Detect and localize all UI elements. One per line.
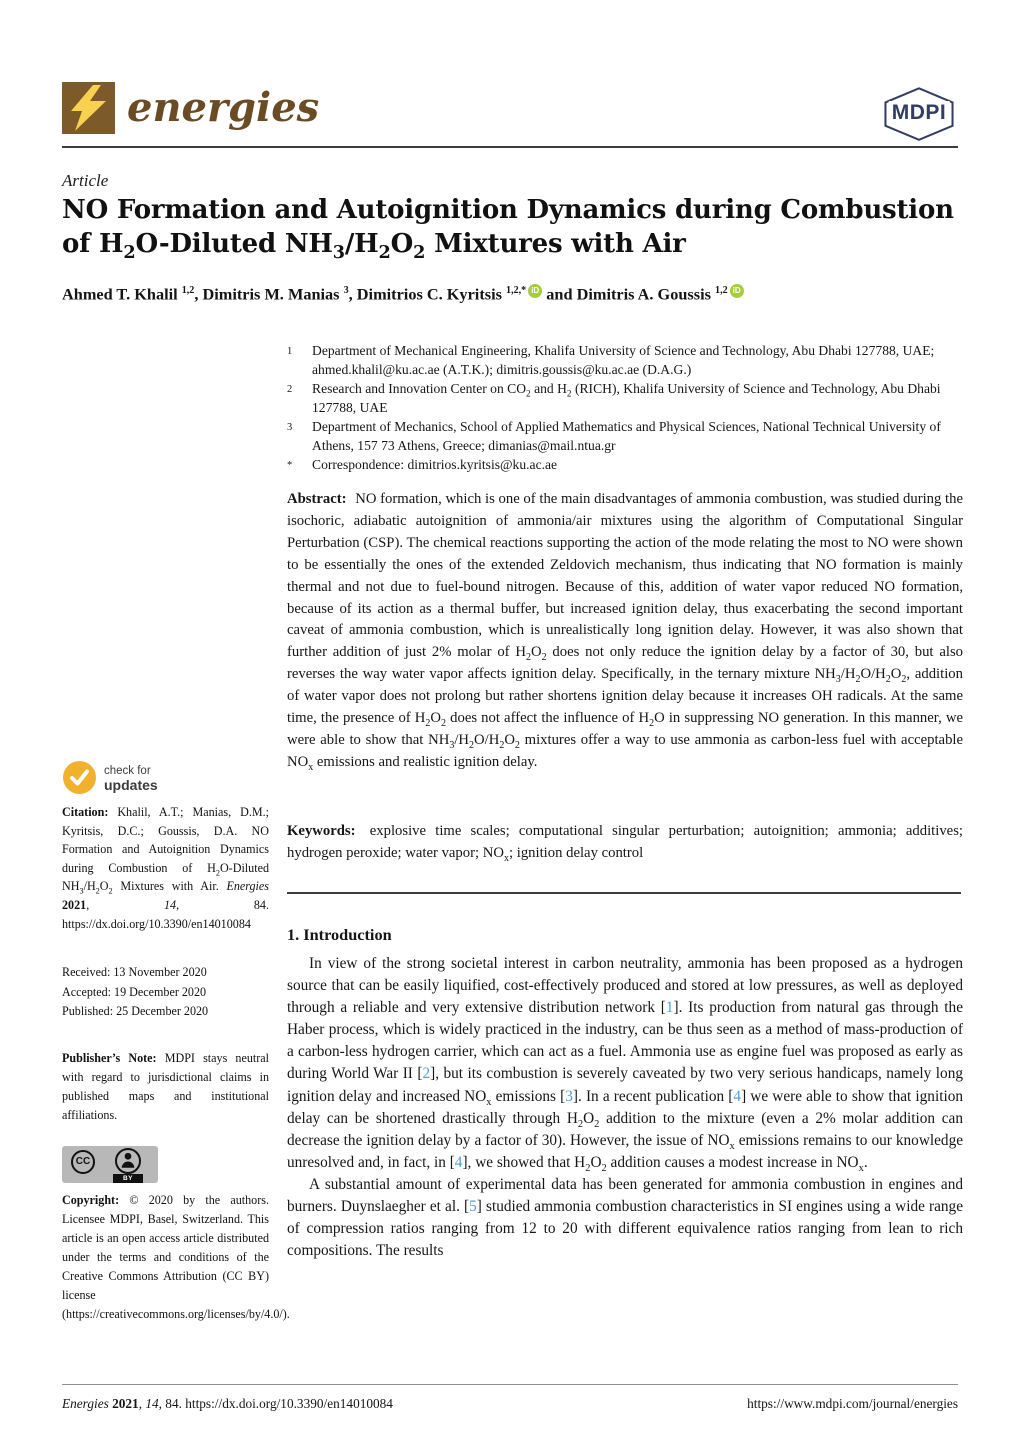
journal-name: energies bbox=[127, 84, 320, 131]
check-icon bbox=[63, 761, 96, 794]
intro-paragraph-2: A substantial amount of experimental data has been generated for ammonia combustion in engines and burners. Duynslaegher et al. [5] studied ammonia combustion characteristics in SI engines using a wide range of compression ratios ranging from 12 to 20 with different equivalence ratios ranging from lean to rich compositions. The results bbox=[287, 1175, 963, 1260]
check-for-updates-badge[interactable] bbox=[63, 761, 158, 794]
reference-link[interactable]: 3 bbox=[565, 1087, 573, 1105]
affiliation-text: Research and Innovation Center on $CO_2$ and $H_2$ (RICH), Khalifa University of Science and Technology, Abu Dhabi 127788, UAE bbox=[312, 381, 941, 415]
footer-citation: Energies 2021, 14, 84. https://dx.doi.org/10.3390/en14010084 bbox=[62, 1396, 393, 1411]
intro-paragraph-1: In view of the strong societal interest in carbon neutrality, ammonia has been proposed as a hydrogen source that can be easily liquified, cost-effectively produced and stored at low pressures, as well as deployed through a reliable and very extensive distribution network [1]. Its production from natural gas through the Haber process, which is widely practiced in the industry, can be thus seen as a method of mass-production of a carbon-less hydrogen carrier, which can act as a fuel. Ammonia use as engine fuel was proposed as early as during World War II [2], but its combustion is severely caveated by two very serious handicaps, namely long ignition delay and increased $NO_x$ emissions [3]. In a recent publication [4] we were able to show that ignition delay can be shortened drastically through $H_2O_2$ addition to the mixture (even a 2% molar addition can decrease the ignition delay by a factor of 30). However, the issue of $NO_x$ emissions remains to our knowledge unresolved and, in fact, in [4], we showed that $H_2O_2$ addition causes a modest increase in $NO_x$. bbox=[287, 955, 964, 1174]
accepted-date: Accepted: 19 December 2020 bbox=[62, 984, 207, 999]
affiliation-text: Department of Mechanical Engineering, Khalifa University of Science and Technology, Abu Dhabi 127788, UAE; ahmed.khalil@ku.ac.ae (A.T.K.); dimitris.goussis@ku.ac.ae (D.A.G.) bbox=[312, 343, 935, 377]
affiliation-marker: 1 bbox=[287, 346, 293, 357]
footer-journal-url: https://www.mdpi.com/journal/energies bbox=[747, 1396, 958, 1411]
article-type-label: Article bbox=[62, 171, 109, 190]
by-label: BY bbox=[113, 1174, 143, 1183]
orcid-icon[interactable]: iD bbox=[528, 284, 542, 298]
energies-logo bbox=[62, 82, 319, 134]
reference-link[interactable]: 4 bbox=[454, 1153, 463, 1171]
abstract: Abstract: NO formation, which is one of the main disadvantages of ammonia combustion, was studied during the isochoric, adiabatic autoignition of ammonia/air mixtures using the algorithm of Computational Singular Perturbation (CSP). The chemical reactions supporting the action of the mode relating the most to NO were shown to be essentially the ones of the extended Zeldovich mechanism, thus indicating that NO formation is mainly thermal and not due to fuel-bound nitrogen. Because of this, addition of water vapor reduced NO formation, because of its action as a thermal buffer, but increased ignition delay, thus exacerbating the second important caveat of ammonia combustion, which is unrealistically long ignition delay. However, it was also shown that further addition of just 2% molar of $H_2O_2$ does not only reduce the ignition delay by a factor of 30, but also reverses the way water vapor affects ignition delay. Specifically, in the ternary mixture $NH_3/H_2O/H_2O_2$, addition of water vapor does not prolong but rather shortens ignition delay because it increases OH radicals. At the same time, the presence of $H_2O_2$ does not affect the influence of $H_2O$ in suppressing NO generation. In this manner, we were able to show that $NH_3/H_2O/H_2O_2$ mixtures offer a way to use ammonia as carbon-less fuel with acceptable $NO_x$ emissions and realistic ignition delay. bbox=[287, 491, 964, 773]
cc-by-license-badge[interactable] bbox=[62, 1146, 158, 1183]
lightning-icon bbox=[62, 82, 115, 134]
affiliation-item bbox=[287, 417, 963, 455]
affiliation-marker: 2 bbox=[287, 384, 293, 395]
cc-icon: CC bbox=[71, 1150, 95, 1174]
keywords: Keywords: explosive time scales; computational singular perturbation; autoignition; ammonia; additives; hydrogen peroxide; water vapor; $NO_x$; ignition delay control bbox=[287, 823, 963, 864]
title-line-1: NO Formation and Autoignition Dynamics during Combustion bbox=[62, 195, 954, 225]
orcid-icon[interactable]: iD bbox=[730, 284, 744, 298]
check-for-updates-label: check for updates bbox=[104, 764, 158, 793]
page-title bbox=[62, 193, 962, 264]
affiliation-marker: 3 bbox=[287, 422, 293, 433]
publishers-note: Publisher’s Note: MDPI stays neutral with regard to jurisdictional claims in published maps and institutional affiliations. bbox=[62, 1051, 269, 1122]
affiliation-marker: * bbox=[287, 460, 293, 471]
header-rule bbox=[62, 146, 958, 148]
citation-block: Citation: Khalil, A.T.; Manias, D.M.; Kyritsis, D.C.; Goussis, D.A. NO Formation and Autoignition Dynamics during Combustion of $H_2O$-Diluted $NH_3/H_2O_2$ Mixtures with Air. Energies 2021, 14, 84. https://dx.doi.org/10.3390/en14010084 bbox=[62, 805, 269, 931]
mdpi-logo bbox=[880, 86, 958, 142]
published-date: Published: 25 December 2020 bbox=[62, 1004, 209, 1018]
footer-rule bbox=[62, 1384, 958, 1385]
affiliation-text: Department of Mechanics, School of Applied Mathematics and Physical Sciences, National Technical University of Athens, 157 73 Athens, Greece; dimanias@mail.ntua.gr bbox=[312, 419, 941, 453]
person-icon bbox=[115, 1148, 141, 1174]
introduction-body bbox=[287, 953, 963, 1262]
authors-line: Ahmed T. Khalil $^{1,2}$, Dimitris M. Manias $^3$, Dimitrios C. Kyritsis $^{1,2,*}$ iD and Dimitris A. Goussis $^{1,2}$ iD bbox=[62, 284, 962, 304]
section-divider bbox=[287, 892, 961, 894]
affiliation-item bbox=[287, 341, 963, 379]
received-date: Received: 13 November 2020 bbox=[62, 965, 207, 979]
reference-link[interactable]: 2 bbox=[422, 1065, 431, 1083]
reference-link[interactable]: 5 bbox=[469, 1198, 477, 1216]
affiliation-item bbox=[287, 455, 963, 475]
reference-link[interactable]: 1 bbox=[665, 999, 674, 1017]
affiliations bbox=[287, 341, 963, 475]
reference-link[interactable]: 4 bbox=[733, 1087, 742, 1105]
section-heading-introduction: 1. Introduction bbox=[287, 925, 392, 944]
copyright-notice: Copyright: © 2020 by the authors. Licensee MDPI, Basel, Switzerland. This article is an open access article distributed under the terms and conditions of the Creative Commons Attribution (CC BY) license (https://creativecommons.org/licenses/by/4.0/). bbox=[62, 1193, 290, 1321]
correspondence-text: Correspondence: dimitrios.kyritsis@ku.ac.ae bbox=[312, 457, 558, 472]
affiliation-item bbox=[287, 379, 963, 417]
mdpi-label: MDPI bbox=[889, 101, 950, 125]
history-dates bbox=[62, 963, 269, 1022]
title-line-2: of $H_2O$-Diluted $NH_3/H_2O_2$ Mixtures with Air bbox=[62, 229, 686, 264]
